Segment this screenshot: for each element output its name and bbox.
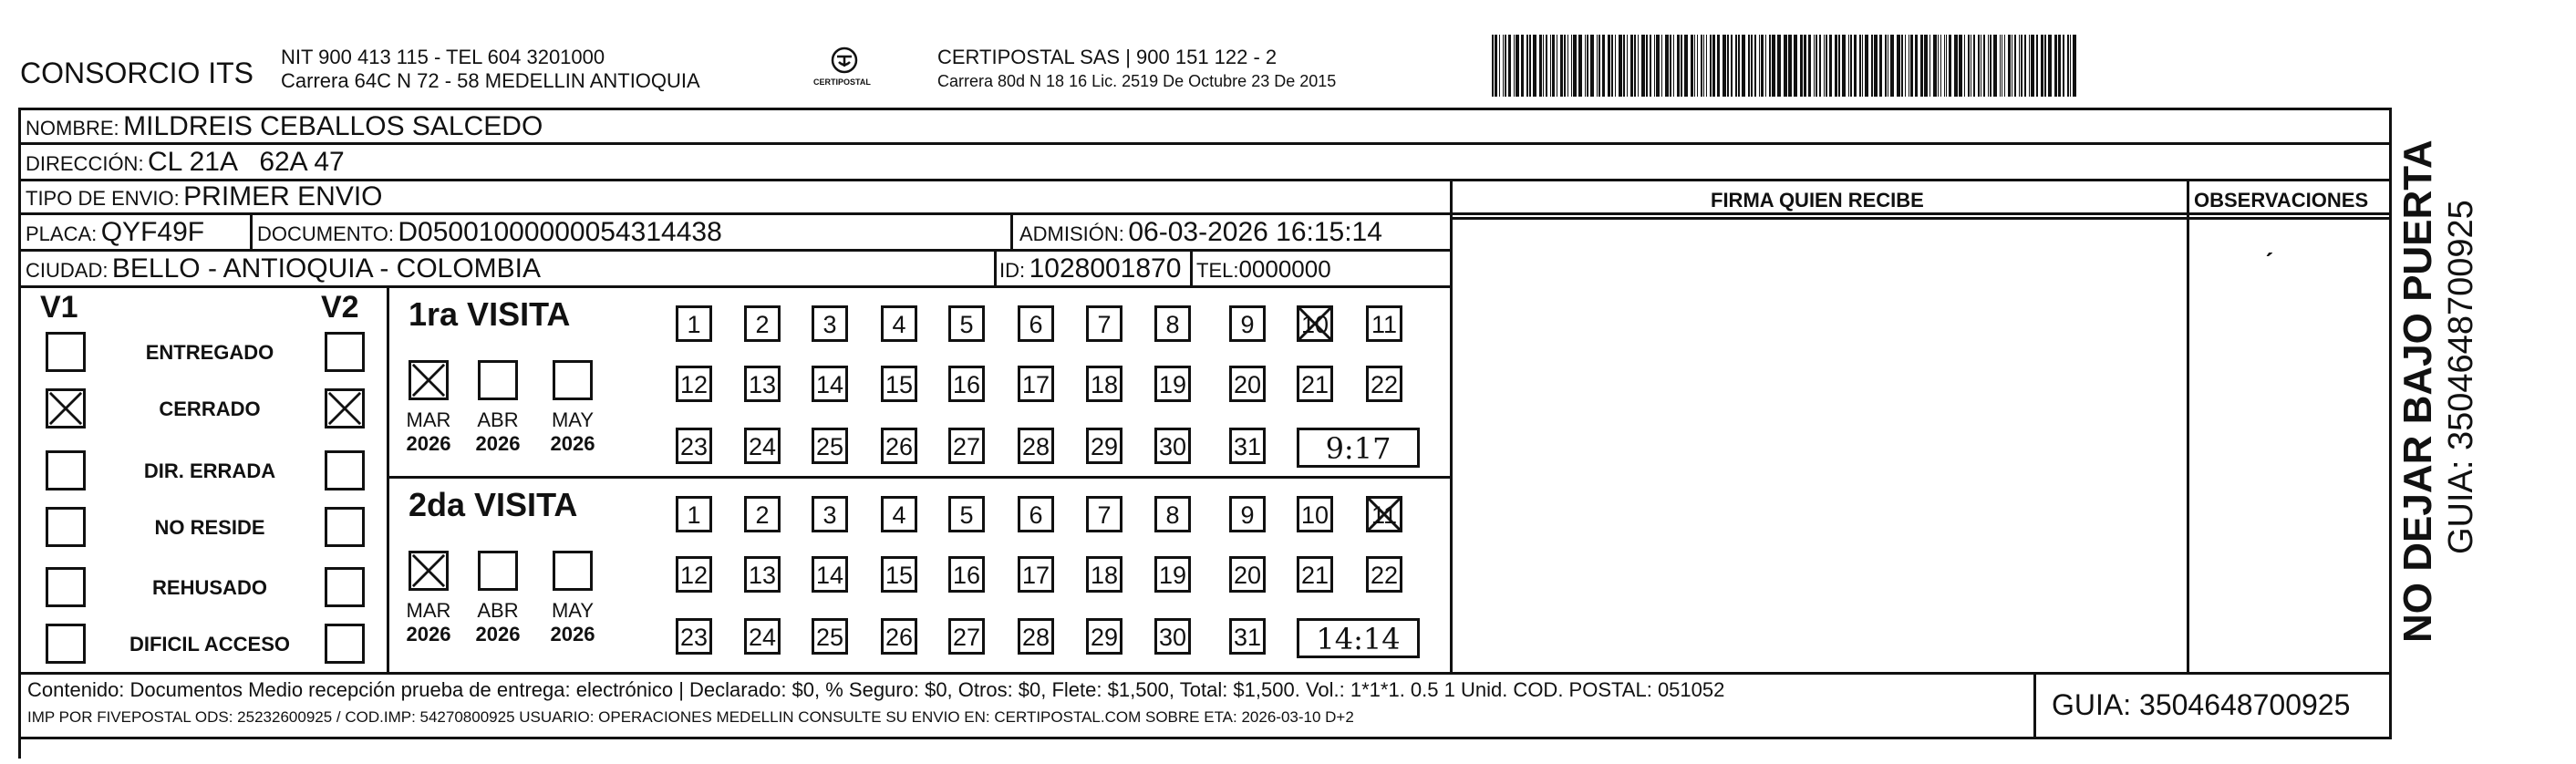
ciudad-row: [26, 255, 541, 283]
barcode-bar: [1706, 35, 1707, 97]
barcode-bar: [1838, 35, 1840, 97]
barcode-bar: [1503, 35, 1504, 97]
ciudad-label: CIUDAD:: [26, 259, 109, 282]
day-box[interactable]: 6: [1018, 305, 1054, 342]
barcode-bar: [1905, 35, 1906, 97]
admision-value: 06-03-2026 16:15:14: [1128, 217, 1382, 247]
barcode-icon: [1492, 35, 2214, 97]
day-box[interactable]: 14: [812, 556, 848, 593]
day-box[interactable]: 17: [1018, 366, 1054, 402]
documento-cell: [257, 219, 722, 246]
month-year: 2026: [406, 432, 451, 455]
barcode-bar: [2031, 35, 2034, 97]
month-name: ABR: [477, 408, 519, 431]
barcode-bar: [1954, 35, 1958, 97]
barcode-bar: [1748, 35, 1750, 97]
barcode-bar: [1765, 35, 1766, 97]
day-box[interactable]: 4: [881, 496, 917, 532]
day-box[interactable]: 25: [812, 428, 848, 464]
barcode-bar: [1808, 35, 1811, 97]
barcode-bar: [1794, 35, 1797, 97]
status-label: REHUSADO: [152, 576, 267, 599]
day-box[interactable]: 9: [1229, 305, 1266, 342]
no-dejar-bajo-puerta: NO DEJAR BAJO PUERTA: [2395, 139, 2440, 643]
day-box[interactable]: 26: [881, 428, 917, 464]
barcode-bar: [1731, 35, 1733, 97]
day-box[interactable]: 3: [812, 305, 848, 342]
month-year: 2026: [475, 623, 521, 645]
barcode-bar: [1499, 35, 1500, 97]
barcode-bar: [1924, 35, 1928, 97]
day-box[interactable]: 19: [1154, 556, 1191, 593]
barcode-bar: [1949, 35, 1951, 97]
barcode-bar: [1529, 35, 1531, 97]
tel-value: 0000000: [1238, 255, 1331, 283]
month-name: MAY: [551, 408, 595, 431]
status-v2-checkbox[interactable]: [325, 332, 365, 372]
barcode-bar: [1723, 35, 1726, 97]
status-label: DIFICIL ACCESO: [129, 633, 290, 656]
day-box[interactable]: 2: [744, 496, 781, 532]
barcode-bar: [1634, 35, 1636, 97]
day-box[interactable]: 30: [1154, 618, 1191, 655]
month-name: MAR: [406, 408, 451, 431]
barcode-bar: [1627, 35, 1628, 97]
tipo-row: [26, 183, 383, 211]
status-label: DIR. ERRADA: [143, 459, 276, 482]
barcode-bar: [2021, 35, 2023, 97]
day-box[interactable]: 8: [1154, 496, 1191, 532]
barcode-bar: [1552, 35, 1555, 97]
day-box[interactable]: 22: [1366, 556, 1402, 593]
nombre-label: NOMBRE:: [26, 117, 119, 139]
status-v2-checkbox[interactable]: [325, 388, 365, 428]
barcode-bar: [1573, 35, 1577, 97]
status-v1-checkbox[interactable]: [46, 388, 86, 428]
barcode-bar: [1598, 35, 1600, 97]
barcode-bar: [2008, 35, 2011, 97]
postal-company: CERTIPOSTAL SAS | 900 151 122 - 2: [937, 46, 1278, 68]
status-label: CERRADO: [159, 397, 261, 420]
ciudad-value: BELLO - ANTIOQUIA - COLOMBIA: [111, 253, 542, 284]
barcode-bar: [1694, 35, 1695, 97]
day-box[interactable]: 24: [744, 618, 781, 655]
barcode-bar: [1777, 35, 1781, 97]
day-box[interactable]: 16: [948, 556, 985, 593]
day-box[interactable]: 23: [676, 618, 712, 655]
day-box[interactable]: 23: [676, 428, 712, 464]
barcode-bar: [1738, 35, 1740, 97]
day-box[interactable]: 22: [1366, 366, 1402, 402]
barcode-bar: [2073, 35, 2076, 97]
barcode-bar: [1543, 35, 1544, 97]
direccion-row: [26, 149, 345, 176]
barcode-bar: [1670, 35, 1671, 97]
day-box[interactable]: 7: [1086, 305, 1122, 342]
barcode-bar: [1508, 35, 1511, 97]
day-box[interactable]: 1: [676, 496, 712, 532]
month-name: MAY: [551, 599, 595, 622]
observaciones-mark: ˏ: [2264, 227, 2273, 257]
barcode-bar: [1944, 35, 1945, 97]
day-box[interactable]: 28: [1018, 428, 1054, 464]
day-box[interactable]: 12: [676, 366, 712, 402]
barcode-bar: [1769, 35, 1771, 97]
postal-license: Carrera 80d N 18 16 Lic. 2519 De Octubre 23 De 2015: [937, 72, 1337, 90]
barcode-bar: [1761, 35, 1764, 97]
day-box[interactable]: 8: [1154, 305, 1191, 342]
barcode-bar: [1578, 35, 1582, 97]
barcode-bar: [1816, 35, 1817, 97]
day-box[interactable]: 28: [1018, 618, 1054, 655]
barcode-bar: [2014, 35, 2016, 97]
certipostal-logo: [813, 42, 872, 97]
documento-label: DOCUMENTO:: [257, 222, 394, 245]
barcode-bar: [1495, 35, 1497, 97]
barcode-bar: [1784, 35, 1787, 97]
barcode-bar: [1897, 35, 1900, 97]
company-nit: NIT 900 413 115 - TEL 604 3201000: [281, 46, 605, 68]
barcode-bar: [1890, 35, 1894, 97]
placa-value: QYF49F: [100, 217, 205, 247]
barcode-bar: [1727, 35, 1729, 97]
barcode-bar: [1938, 35, 1939, 97]
day-box[interactable]: 27: [948, 428, 985, 464]
month-checkbox[interactable]: [478, 360, 518, 400]
barcode-bar: [1946, 35, 1947, 97]
barcode-bar: [1788, 35, 1792, 97]
documento-value: D05001000000054314438: [398, 217, 722, 247]
day-box[interactable]: 20: [1229, 556, 1266, 593]
barcode-bar: [2029, 35, 2030, 97]
barcode-bar: [2041, 35, 2043, 97]
day-box[interactable]: 21: [1297, 366, 1333, 402]
company-address: Carrera 64C N 72 - 58 MEDELLIN ANTIOQUIA: [281, 69, 700, 92]
frame-left: [18, 108, 21, 759]
status-v1-checkbox[interactable]: [46, 507, 86, 547]
day-box[interactable]: 17: [1018, 556, 1054, 593]
tipo-value: PRIMER ENVIO: [183, 181, 383, 212]
day-box[interactable]: 10: [1297, 305, 1333, 342]
day-box[interactable]: 16: [948, 366, 985, 402]
barcode-bar: [1691, 35, 1693, 97]
admision-label: ADMISIÓN:: [1019, 222, 1124, 245]
barcode-bar: [2024, 35, 2026, 97]
day-box[interactable]: 25: [812, 618, 848, 655]
direccion-value: CL 21A 62A 47: [148, 147, 345, 177]
barcode-bar: [1597, 35, 1598, 97]
day-box[interactable]: 15: [881, 366, 917, 402]
month-name: MAR: [406, 599, 451, 622]
barcode-bar: [1546, 35, 1547, 97]
barcode-bar: [1654, 35, 1655, 97]
id-cell: [999, 255, 1181, 283]
barcode-bar: [1879, 35, 1882, 97]
barcode-bar: [1754, 35, 1756, 97]
day-box[interactable]: 31: [1229, 428, 1266, 464]
barcode-bar: [1505, 35, 1506, 97]
day-box[interactable]: 5: [948, 496, 985, 532]
month-name: ABR: [477, 599, 519, 622]
barcode-bar: [1681, 35, 1682, 97]
barcode-bar: [1567, 35, 1568, 97]
day-box[interactable]: 10: [1297, 496, 1333, 532]
barcode-bar: [1804, 35, 1806, 97]
barcode-bar: [1933, 35, 1937, 97]
footer-contenido: Contenido: Documentos Medio recepción prueba de entrega: electrónico | Declarado: $0, % Seguro: $0, Otros: $0, Flete: $1,500, Total: $1,500. Vol.: 1*1*1. 0.5 1 Unid. COD. POSTAL: 051052: [27, 678, 1725, 701]
barcode-bar: [1874, 35, 1878, 97]
observaciones-area[interactable]: [2189, 220, 2389, 672]
barcode-bar: [1533, 35, 1536, 97]
barcode-bar: [1665, 35, 1669, 97]
day-box[interactable]: 26: [881, 618, 917, 655]
barcode-bar: [1701, 35, 1702, 97]
v1-label: V1: [40, 290, 78, 325]
barcode-bar: [1959, 35, 1962, 97]
barcode-bar: [1630, 35, 1633, 97]
barcode-bar: [1735, 35, 1737, 97]
barcode-bar: [2067, 35, 2069, 97]
company-name: CONSORCIO ITS: [20, 57, 254, 89]
barcode-bar: [1826, 35, 1827, 97]
admision-cell: [1019, 219, 1382, 246]
day-box[interactable]: 1: [676, 305, 712, 342]
month-checkbox[interactable]: [478, 551, 518, 591]
barcode-bar: [1514, 35, 1515, 97]
barcode-bar: [1717, 35, 1720, 97]
barcode-bar: [2054, 35, 2057, 97]
barcode-bar: [1854, 35, 1857, 97]
observaciones-header: OBSERVACIONES: [2194, 189, 2369, 212]
barcode-bar: [1550, 35, 1551, 97]
barcode-bar: [1602, 35, 1605, 97]
direccion-label: DIRECCIÓN:: [26, 152, 144, 175]
status-v2-checkbox[interactable]: [325, 624, 365, 664]
barcode-bar: [1842, 35, 1846, 97]
barcode-bar: [2048, 35, 2052, 97]
barcode-bar: [1865, 35, 1868, 97]
barcode-bar: [1615, 35, 1616, 97]
barcode-bar: [1585, 35, 1586, 97]
day-box[interactable]: 18: [1086, 556, 1122, 593]
barcode-bar: [1539, 35, 1542, 97]
month-year: 2026: [550, 623, 595, 645]
visit-time[interactable]: 9:17: [1297, 428, 1420, 468]
barcode-bar: [1564, 35, 1566, 97]
status-v1-checkbox[interactable]: [46, 624, 86, 664]
barcode-bar: [1650, 35, 1651, 97]
day-box[interactable]: 24: [744, 428, 781, 464]
day-box[interactable]: 6: [1018, 496, 1054, 532]
barcode-bar: [1703, 35, 1704, 97]
firma-header: FIRMA QUIEN RECIBE: [1711, 189, 1924, 212]
barcode-bar: [1848, 35, 1849, 97]
barcode-bar: [1824, 35, 1825, 97]
barcode-bar: [2058, 35, 2061, 97]
barcode-bar: [1993, 35, 1997, 97]
status-v2-checkbox[interactable]: [325, 567, 365, 607]
barcode-bar: [1772, 35, 1775, 97]
footer-guia: GUIA: 3504648700925: [2052, 688, 2351, 721]
v2-label: V2: [321, 290, 359, 325]
status-v1-checkbox[interactable]: [46, 332, 86, 372]
day-box[interactable]: 2: [744, 305, 781, 342]
day-box[interactable]: 14: [812, 366, 848, 402]
barcode-bar: [2063, 35, 2064, 97]
barcode-bar: [1915, 35, 1918, 97]
barcode-bar: [1710, 35, 1712, 97]
barcode-bar: [1516, 35, 1519, 97]
barcode-bar: [1973, 35, 1975, 97]
status-v1-checkbox[interactable]: [46, 450, 86, 490]
barcode-bar: [1677, 35, 1680, 97]
day-box[interactable]: 7: [1086, 496, 1122, 532]
barcode-bar: [1964, 35, 1965, 97]
status-v2-checkbox[interactable]: [325, 450, 365, 490]
guia-vertical: GUIA: 3504648700925: [2442, 200, 2480, 554]
barcode-bar: [1526, 35, 1528, 97]
day-box[interactable]: 4: [881, 305, 917, 342]
barcode-bar: [1661, 35, 1662, 97]
day-box[interactable]: 30: [1154, 428, 1191, 464]
day-cross-mark: [1297, 305, 1333, 342]
barcode-bar: [1684, 35, 1688, 97]
month-year: 2026: [550, 432, 595, 455]
day-box[interactable]: 15: [881, 556, 917, 593]
status-v1-checkbox[interactable]: [46, 567, 86, 607]
month-checkbox[interactable]: [553, 360, 593, 400]
day-box[interactable]: 29: [1086, 618, 1122, 655]
day-box[interactable]: 29: [1086, 428, 1122, 464]
day-box[interactable]: 13: [744, 366, 781, 402]
barcode-bar: [1859, 35, 1861, 97]
day-box[interactable]: 3: [812, 496, 848, 532]
barcode-bar: [1920, 35, 1923, 97]
nombre-value: MILDREIS CEBALLOS SALCEDO: [123, 111, 543, 141]
barcode-bar: [1742, 35, 1745, 97]
barcode-bar: [1910, 35, 1913, 97]
barcode-bar: [1641, 35, 1645, 97]
month-checkbox[interactable]: [409, 551, 449, 591]
barcode-bar: [1571, 35, 1572, 97]
day-box[interactable]: 5: [948, 305, 985, 342]
day-box[interactable]: 18: [1086, 366, 1122, 402]
tel-label: TEL:: [1196, 259, 1239, 282]
day-box[interactable]: 12: [676, 556, 712, 593]
day-box[interactable]: 11: [1366, 305, 1402, 342]
barcode-bar: [1968, 35, 1970, 97]
barcode-bar: [1587, 35, 1588, 97]
footer-imp: IMP POR FIVEPOSTAL ODS: 25232600925 / COD.IMP: 54270800925 USUARIO: OPERACIONES MEDELLIN CONSULTE SU ENVIO EN: CERTIPOSTAL.COM SOBRE ETA: 2026-03-10 D+2: [27, 708, 1354, 726]
barcode-bar: [1929, 35, 1930, 97]
logo-caption: CERTIPOSTAL: [813, 77, 871, 87]
barcode-bar: [2036, 35, 2038, 97]
barcode-bar: [2000, 35, 2001, 97]
status-label: NO RESIDE: [154, 516, 265, 539]
barcode-bar: [1814, 35, 1815, 97]
barcode-bar: [1871, 35, 1873, 97]
visit-time[interactable]: 14:14: [1297, 618, 1420, 658]
day-box[interactable]: 20: [1229, 366, 1266, 402]
barcode-bar: [1901, 35, 1903, 97]
day-box[interactable]: 9: [1229, 496, 1266, 532]
barcode-bar: [1885, 35, 1887, 97]
barcode-bar: [1759, 35, 1760, 97]
day-box[interactable]: 13: [744, 556, 781, 593]
barcode-bar: [1835, 35, 1837, 97]
barcode-bar: [1712, 35, 1715, 97]
placa-label: PLACA:: [26, 222, 98, 245]
barcode-bar: [1800, 35, 1803, 97]
day-box[interactable]: 19: [1154, 366, 1191, 402]
barcode-bar: [1646, 35, 1648, 97]
barcode-bar: [1978, 35, 1980, 97]
barcode-bar: [2019, 35, 2020, 97]
id-value: 1028001870: [1029, 253, 1182, 284]
day-box[interactable]: 11: [1366, 496, 1402, 532]
month-checkbox[interactable]: [409, 360, 449, 400]
barcode-bar: [1673, 35, 1674, 97]
barcode-bar: [2070, 35, 2071, 97]
day-box[interactable]: 21: [1297, 556, 1333, 593]
barcode-bar: [1850, 35, 1852, 97]
month-year: 2026: [475, 432, 521, 455]
visit-title: 2da VISITA: [409, 486, 578, 523]
tipo-label: TIPO DE ENVIO:: [26, 187, 180, 210]
barcode-bar: [1940, 35, 1941, 97]
barcode-bar: [1829, 35, 1832, 97]
barcode-bar: [1751, 35, 1753, 97]
status-label: ENTREGADO: [145, 341, 274, 364]
month-checkbox[interactable]: [553, 551, 593, 591]
barcode-bar: [1862, 35, 1863, 97]
barcode-bar: [2004, 35, 2005, 97]
barcode-bar: [1611, 35, 1613, 97]
barcode-bar: [1619, 35, 1622, 97]
tel-cell: [1196, 257, 1331, 281]
day-cross-mark: [1366, 496, 1402, 532]
status-v2-checkbox[interactable]: [325, 507, 365, 547]
barcode-bar: [1697, 35, 1698, 97]
barcode-bar: [1560, 35, 1563, 97]
barcode-bar: [1656, 35, 1660, 97]
barcode-bar: [1521, 35, 1524, 97]
month-year: 2026: [406, 623, 451, 645]
barcode-bar: [1638, 35, 1639, 97]
barcode-bar: [1983, 35, 1985, 97]
barcode-bar: [1990, 35, 1991, 97]
barcode-bar: [2044, 35, 2046, 97]
barcode-bar: [1590, 35, 1594, 97]
id-label: ID:: [999, 259, 1026, 282]
barcode-bar: [1492, 35, 1494, 97]
day-box[interactable]: 27: [948, 618, 985, 655]
nombre-row: [26, 113, 543, 140]
day-box[interactable]: 31: [1229, 618, 1266, 655]
barcode-bar: [1819, 35, 1821, 97]
visit-title: 1ra VISITA: [409, 295, 571, 333]
barcode-bar: [1608, 35, 1610, 97]
placa-cell: [26, 219, 204, 246]
firma-signature-area[interactable]: [1452, 220, 2187, 672]
barcode-bar: [1623, 35, 1625, 97]
barcode-bar: [1988, 35, 1989, 97]
frame-right: [2389, 108, 2392, 737]
